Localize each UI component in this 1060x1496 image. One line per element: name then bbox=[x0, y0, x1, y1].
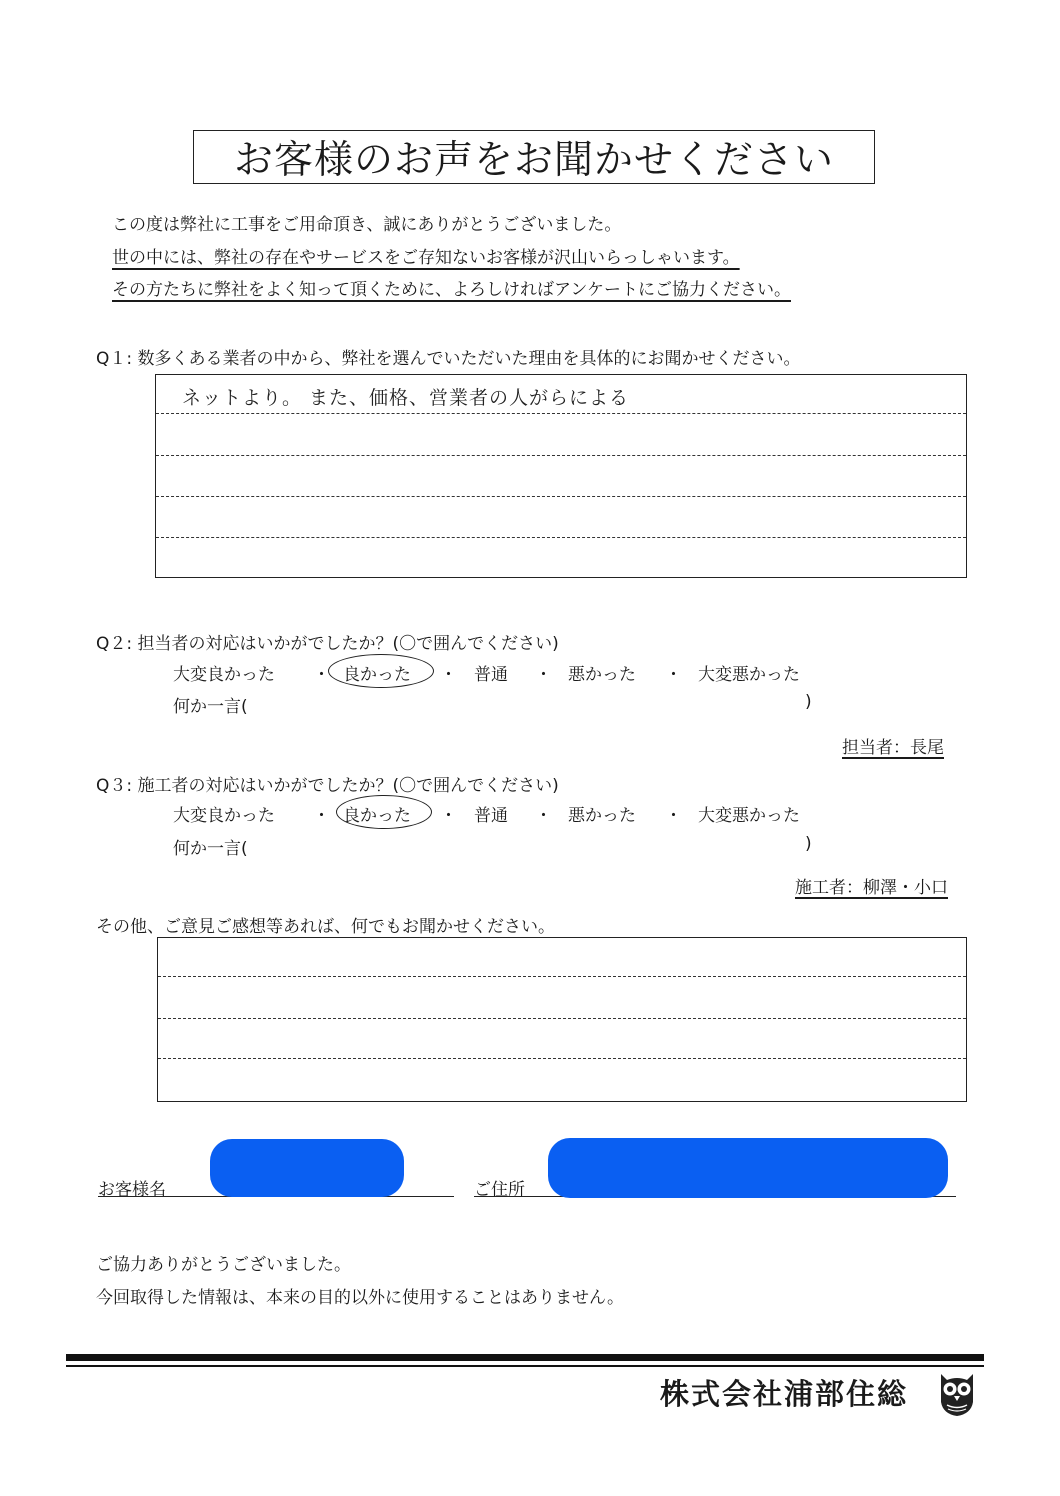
selection-circle bbox=[328, 654, 434, 688]
other-comment-box[interactable] bbox=[157, 937, 967, 1102]
separator: ・ bbox=[313, 665, 330, 685]
answer-line bbox=[156, 496, 966, 497]
title-box bbox=[193, 130, 875, 184]
q1-answer: ネットより。 また、価格、営業者の人がらによる bbox=[182, 387, 630, 409]
customer-name-label: お客様名 bbox=[98, 1180, 166, 1200]
q3-option-good[interactable]: 良かった bbox=[343, 806, 411, 826]
footer-rule-thin bbox=[66, 1365, 984, 1367]
q3-option-very-bad[interactable]: 大変悪かった bbox=[698, 806, 800, 826]
q3-comment-label: 何か一言( bbox=[173, 839, 248, 859]
q2-question: Q２: 担当者の対応はいかがでしたか？(〇で囲んでください) bbox=[96, 634, 559, 654]
q3-comment-close: ) bbox=[805, 834, 812, 854]
q3-option-bad[interactable]: 悪かった bbox=[568, 806, 636, 826]
q2-comment-close: ) bbox=[805, 692, 812, 712]
comment-line bbox=[158, 1058, 966, 1059]
q2-option-normal[interactable]: 普通 bbox=[474, 665, 508, 685]
redacted-customer-name bbox=[210, 1139, 404, 1197]
intro-line-1: この度は弊社に工事をご用命頂き、誠にありがとうございました。 bbox=[112, 215, 622, 235]
q2-option-very-bad[interactable]: 大変悪かった bbox=[698, 665, 800, 685]
separator: ・ bbox=[440, 806, 457, 826]
footer-rule-thick bbox=[66, 1354, 984, 1361]
q3-option-very-good[interactable]: 大変良かった bbox=[173, 806, 275, 826]
answer-line bbox=[156, 455, 966, 456]
q2-options bbox=[0, 660, 1060, 688]
separator: ・ bbox=[665, 806, 682, 826]
q2-option-bad[interactable]: 悪かった bbox=[568, 665, 636, 685]
q3-options bbox=[0, 801, 1060, 829]
intro-line-3: その方たちに弊社をよく知って頂くために、よろしければアンケートにご協力ください。 bbox=[112, 280, 791, 300]
q3-question: Q３: 施工者の対応はいかがでしたか？(〇で囲んでください) bbox=[96, 776, 559, 796]
answer-line bbox=[156, 413, 966, 414]
closing-thanks: ご協力ありがとうございました。 bbox=[96, 1255, 351, 1275]
separator: ・ bbox=[313, 806, 330, 826]
separator: ・ bbox=[440, 665, 457, 685]
selection-circle bbox=[336, 795, 432, 829]
closing-privacy: 今回取得した情報は、本来の目的以外に使用することはありません。 bbox=[96, 1288, 625, 1308]
intro-line-2: 世の中には、弊社の存在やサービスをご存知ないお客様が沢山いらっしゃいます。 bbox=[112, 248, 740, 268]
other-prompt: その他、ご意見ご感想等あれば、何でもお聞かせください。 bbox=[96, 917, 555, 937]
address-label: ご住所 bbox=[474, 1180, 525, 1200]
redacted-address bbox=[548, 1138, 948, 1198]
comment-line bbox=[158, 1018, 966, 1019]
company-name: 株式会社浦部住総 bbox=[660, 1377, 909, 1411]
q2-option-good[interactable]: 良かった bbox=[343, 665, 411, 685]
separator: ・ bbox=[535, 665, 552, 685]
q2-comment-label: 何か一言( bbox=[173, 697, 248, 717]
q1-question: Q１: 数多くある業者の中から、弊社を選んでいただいた理由を具体的にお聞かせください。 bbox=[96, 349, 801, 369]
q3-staff: 施工者：柳澤・小口 bbox=[795, 878, 948, 898]
owl-logo-icon bbox=[935, 1368, 979, 1418]
separator: ・ bbox=[665, 665, 682, 685]
page-title: お客様のお声をお聞かせください bbox=[233, 138, 834, 183]
q2-staff: 担当者：長尾 bbox=[842, 738, 944, 758]
q2-option-very-good[interactable]: 大変良かった bbox=[173, 665, 275, 685]
q3-option-normal[interactable]: 普通 bbox=[474, 806, 508, 826]
q1-answer-box[interactable] bbox=[155, 374, 967, 578]
answer-line bbox=[156, 537, 966, 538]
separator: ・ bbox=[535, 806, 552, 826]
comment-line bbox=[158, 976, 966, 977]
